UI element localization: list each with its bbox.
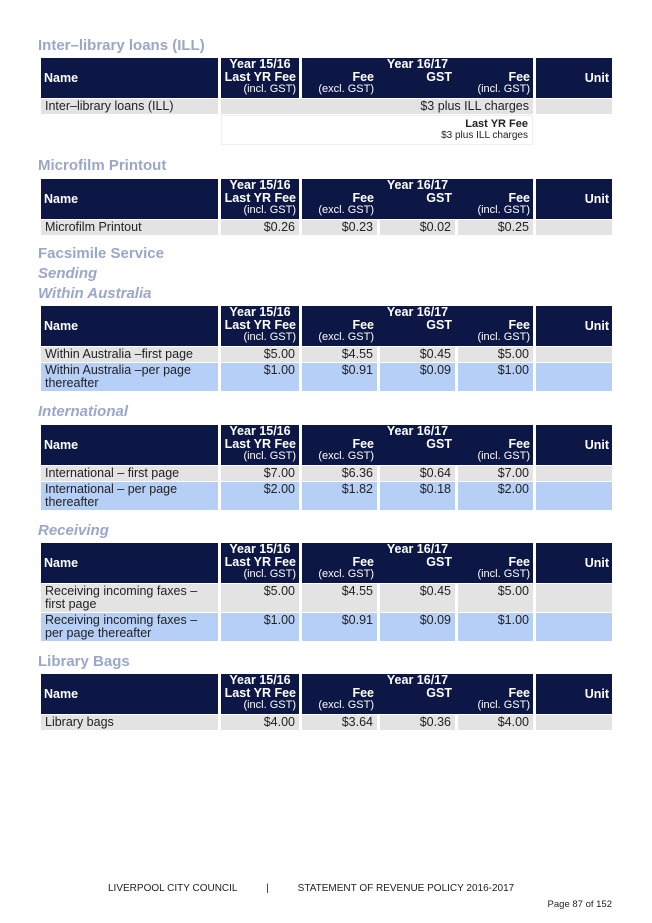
table-row [41, 482, 612, 510]
last-yr-value: $3 plus ILL charges [441, 130, 528, 141]
subheading-within-australia: Within Australia [38, 285, 152, 302]
row-fee-excl-gst: $0.23 [302, 220, 377, 235]
row-fee-value: $3 plus ILL charges [221, 99, 533, 114]
row-last-yr-fee: $1.00 [221, 363, 299, 391]
row-unit [536, 715, 612, 730]
col-year1617-header: Year 16/17 Fee (excl. GST) GST Fee (incl. GST) [302, 306, 533, 346]
col-unit-header: Unit [536, 306, 612, 346]
row-last-yr-fee: $2.00 [221, 482, 299, 510]
row-last-yr-fee: $5.00 [221, 347, 299, 362]
fee-table-receiving [38, 542, 615, 642]
subheading-international: International [38, 403, 129, 420]
col-name-header: Name [41, 543, 218, 583]
row-gst: $0.02 [380, 220, 455, 235]
col-year1617-header: Year 16/17 Fee (excl. GST) GST Fee (incl. GST) [302, 179, 533, 219]
footer-doc-title: STATEMENT OF REVENUE POLICY 2016-2017 [297, 883, 515, 894]
section-heading-microfilm: Microfilm Printout [38, 157, 167, 174]
section-heading-ill: Inter–library loans (ILL) [38, 37, 205, 54]
table-row [41, 613, 612, 641]
fee-table-microfilm [38, 178, 615, 236]
subheading-sending: Sending [38, 265, 98, 282]
row-fee-excl-gst: $4.55 [302, 347, 377, 362]
row-fee-incl-gst: $5.00 [458, 584, 533, 612]
row-fee-excl-gst: $4.55 [302, 584, 377, 612]
footer-separator: | [266, 883, 269, 894]
col-unit-header: Unit [536, 674, 612, 714]
row-unit [536, 584, 612, 612]
row-name: Receiving incoming faxes –per page thereafter [41, 613, 218, 641]
page-number: Page 87 of 152 [547, 899, 612, 910]
row-fee-incl-gst: $1.00 [458, 613, 533, 641]
table-header-row [41, 543, 612, 583]
col-year1617-header: Year 16/17 Fee (excl. GST) GST Fee (incl. GST) [302, 543, 533, 583]
table-header-row [41, 306, 612, 346]
col-name-header: Name [41, 58, 218, 98]
row-fee-excl-gst: $0.91 [302, 613, 377, 641]
row-fee-excl-gst: $6.36 [302, 466, 377, 481]
row-unit [536, 220, 612, 235]
fee-table-library-bags [38, 673, 615, 731]
row-unit [536, 466, 612, 481]
col-unit-header: Unit [536, 58, 612, 98]
row-fee-excl-gst: $0.91 [302, 363, 377, 391]
table-row [41, 347, 612, 362]
row-unit [536, 363, 612, 391]
fee-table-within-australia [38, 305, 615, 392]
row-last-yr-fee: $7.00 [221, 466, 299, 481]
col-year1617-header: Year 16/17 Fee (excl. GST) GST Fee (incl. GST) [302, 425, 533, 465]
row-last-yr-fee: $4.00 [221, 715, 299, 730]
row-fee-incl-gst: $7.00 [458, 466, 533, 481]
row-name: Within Australia –per page thereafter [41, 363, 218, 391]
row-last-yr-fee: $5.00 [221, 584, 299, 612]
col-last-yr-header: Year 15/16 Last YR Fee (incl. GST) [221, 674, 299, 714]
col-last-yr-header: Year 15/16 Last YR Fee (incl. GST) [221, 306, 299, 346]
row-name: International – first page [41, 466, 218, 481]
last-yr-label: Last YR Fee [465, 118, 528, 130]
row-fee-incl-gst: $2.00 [458, 482, 533, 510]
table-row [41, 715, 612, 730]
col-name-header: Name [41, 179, 218, 219]
row-last-yr-fee: $1.00 [221, 613, 299, 641]
row-gst: $0.36 [380, 715, 455, 730]
col-unit-header: Unit [536, 179, 612, 219]
col-name-header: Name [41, 306, 218, 346]
table-row-last-yr [41, 115, 612, 145]
row-name: International – per page thereafter [41, 482, 218, 510]
section-heading-library-bags: Library Bags [38, 653, 130, 670]
row-fee-incl-gst: $4.00 [458, 715, 533, 730]
row-fee-excl-gst: $3.64 [302, 715, 377, 730]
row-unit [536, 99, 612, 114]
table-row [41, 584, 612, 612]
col-last-yr-header: Year 15/16 Last YR Fee (incl. GST) [221, 543, 299, 583]
table-row [41, 466, 612, 481]
row-unit [536, 347, 612, 362]
row-gst: $0.18 [380, 482, 455, 510]
row-fee-incl-gst: $5.00 [458, 347, 533, 362]
row-fee-excl-gst: $1.82 [302, 482, 377, 510]
col-last-yr-header: Year 15/16 Last YR Fee (incl. GST) [221, 425, 299, 465]
row-name: Receiving incoming faxes –first page [41, 584, 218, 612]
table-header-row [41, 179, 612, 219]
row-last-yr-fee: $0.26 [221, 220, 299, 235]
col-unit-header: Unit [536, 425, 612, 465]
col-last-yr-header: Year 15/16 Last YR Fee (incl. GST) [221, 58, 299, 98]
row-gst: $0.45 [380, 584, 455, 612]
row-gst: $0.45 [380, 347, 455, 362]
col-unit-header: Unit [536, 543, 612, 583]
table-header-row [41, 674, 612, 714]
subheading-receiving: Receiving [38, 522, 109, 539]
row-name: Microfilm Printout [41, 220, 218, 235]
col-year1617-header: Year 16/17 Fee (excl. GST) GST Fee (incl. GST) [302, 58, 533, 98]
row-gst: $0.64 [380, 466, 455, 481]
section-heading-facsimile: Facsimile Service [38, 245, 164, 262]
row-name: Library bags [41, 715, 218, 730]
row-gst: $0.09 [380, 363, 455, 391]
fee-table-ill [38, 57, 615, 146]
col-last-yr-header: Year 15/16 Last YR Fee (incl. GST) [221, 179, 299, 219]
table-row [41, 363, 612, 391]
row-gst: $0.09 [380, 613, 455, 641]
table-header-row [41, 58, 612, 98]
row-fee-incl-gst: $1.00 [458, 363, 533, 391]
page-footer [108, 883, 514, 894]
row-name: Inter–library loans (ILL) [41, 99, 218, 114]
col-name-header: Name [41, 425, 218, 465]
col-year1617-header: Year 16/17 Fee (excl. GST) GST Fee (incl. GST) [302, 674, 533, 714]
col-name-header: Name [41, 674, 218, 714]
row-unit [536, 613, 612, 641]
row-unit [536, 482, 612, 510]
row-name: Within Australia –first page [41, 347, 218, 362]
footer-org: LIVERPOOL CITY COUNCIL [108, 883, 238, 894]
table-row [41, 99, 612, 114]
fee-table-international [38, 424, 615, 511]
table-row [41, 220, 612, 235]
row-fee-incl-gst: $0.25 [458, 220, 533, 235]
table-header-row [41, 425, 612, 465]
